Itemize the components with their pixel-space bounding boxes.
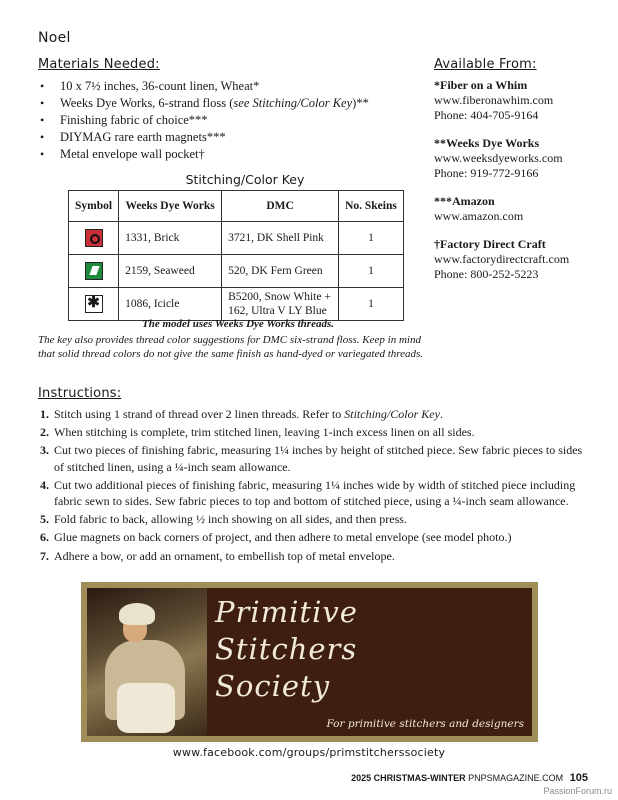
source-name: **Weeks Dye Works — [434, 136, 540, 150]
skeins-cell: 1 — [339, 255, 404, 288]
table-row — [69, 255, 404, 288]
symbol-cell — [69, 222, 119, 255]
table-header-row — [69, 191, 404, 222]
banner-tagline: For primitive stitchers and designers — [326, 718, 524, 730]
list-item: 3. Cut two pieces of finishing fabric, measuring 1¼ inches by height of stitched piece. Sew fabric pieces to sides of stitched linen, using a ¼-inch seam allowance. — [40, 443, 583, 474]
source-website: www.factorydirectcraft.com — [434, 252, 570, 266]
icicle-symbol-icon: ✱ — [85, 295, 103, 313]
symbol-cell — [69, 255, 119, 288]
source-website: www.weeksdyeworks.com — [434, 151, 563, 165]
column-header: Weeks Dye Works — [119, 191, 222, 222]
source-fiber-on-a-whim — [434, 78, 614, 123]
stitching-key-heading: Stitching/Color Key — [185, 172, 305, 187]
model-note: The model uses Weeks Dye Works threads. — [142, 318, 334, 330]
source-phone: Phone: 800-252-5223 — [434, 267, 539, 281]
column-header: DMC — [222, 191, 339, 222]
list-item: • Weeks Dye Works, 6-strand floss (see Stitching/Color Key)** — [40, 95, 420, 112]
available-from-heading: Available From: — [434, 57, 537, 72]
banner-panel — [87, 588, 532, 736]
skeins-cell: 1 — [339, 222, 404, 255]
list-item: 1. Stitch using 1 strand of thread over 2 linen threads. Refer to Stitching/Color Key. — [40, 407, 443, 421]
list-item: 5. Fold fabric to back, allowing ½ inch showing on all sides, and then press. — [40, 512, 407, 527]
table-row — [69, 222, 404, 255]
key-note: The key also provides thread color suggestions for DMC six-strand floss. Keep in mind that solid thread colors do not give the same finish as hand-dyed or variegated threads. — [38, 334, 424, 360]
list-item: • Metal envelope wall pocket† — [40, 146, 420, 163]
weeks-cell: 1086, Icicle — [119, 288, 222, 321]
facebook-group-link[interactable]: www.facebook.com/groups/primstitcherssociety — [172, 746, 446, 759]
materials-heading: Materials Needed: — [38, 57, 160, 72]
weeks-cell: 2159, Seaweed — [119, 255, 222, 288]
source-website: www.amazon.com — [434, 209, 524, 223]
seaweed-symbol-icon — [85, 262, 103, 280]
list-item: 4. Cut two additional pieces of finishing fabric, measuring 1¼ inches wide by width of stitched piece including fabric sewn to sides. Sew fabric pieces to top and bottom of stitched piece, using a ¼-inch seam allowance. — [40, 477, 576, 509]
column-header: No. Skeins — [339, 191, 404, 222]
list-item: 2. When stitching is complete, trim stitched linen, leaving 1-inch excess linen on all sides. — [40, 425, 475, 440]
stitching-color-key-table — [68, 190, 404, 321]
instructions-heading: Instructions: — [38, 386, 122, 401]
materials-list — [40, 78, 420, 163]
list-item: • Finishing fabric of choice*** — [40, 112, 420, 129]
source-phone: Phone: 404-705-9164 — [434, 108, 539, 122]
list-item: • DIYMAG rare earth magnets*** — [40, 129, 420, 146]
watermark: PassionForum.ru — [543, 786, 612, 796]
page-number: 105 — [569, 772, 588, 784]
skeins-cell: 1 — [339, 288, 404, 321]
source-name: *Fiber on a Whim — [434, 78, 528, 92]
project-title: Noel — [38, 30, 71, 46]
weeks-cell: 1331, Brick — [119, 222, 222, 255]
dmc-cell: B5200, Snow White + 162, Ultra V LY Blue — [222, 288, 339, 321]
symbol-cell — [69, 288, 119, 321]
list-item: • 10 x 7½ inches, 36-count linen, Wheat* — [40, 78, 420, 95]
site-label: PNPSMAGAZINE.COM — [468, 773, 564, 783]
issue-label: 2025 CHRISTMAS-WINTER — [351, 773, 466, 783]
list-item: 6. Glue magnets on back corners of project, and then adhere to metal envelope (see model photo.) — [40, 530, 512, 545]
source-weeks-dye-works — [434, 136, 614, 181]
source-amazon — [434, 194, 614, 224]
primitive-stitchers-society-banner — [81, 582, 538, 742]
dmc-cell: 3721, DK Shell Pink — [222, 222, 339, 255]
dmc-cell: 520, DK Fern Green — [222, 255, 339, 288]
instructions-list — [40, 406, 585, 566]
banner-title: Primitive Stitchers Society — [215, 595, 358, 703]
source-factory-direct-craft — [434, 237, 614, 282]
source-phone: Phone: 919-772-9166 — [434, 166, 539, 180]
woman-stitching-painting — [87, 588, 207, 736]
page-footer — [351, 772, 588, 784]
brick-symbol-icon — [85, 229, 103, 247]
table-row — [69, 288, 404, 321]
column-header: Symbol — [69, 191, 119, 222]
source-website: www.fiberonawhim.com — [434, 93, 554, 107]
source-name: ***Amazon — [434, 194, 495, 208]
list-item: 7. Adhere a bow, or add an ornament, to embellish top of metal envelope. — [40, 548, 395, 563]
source-name: †Factory Direct Craft — [434, 237, 546, 251]
